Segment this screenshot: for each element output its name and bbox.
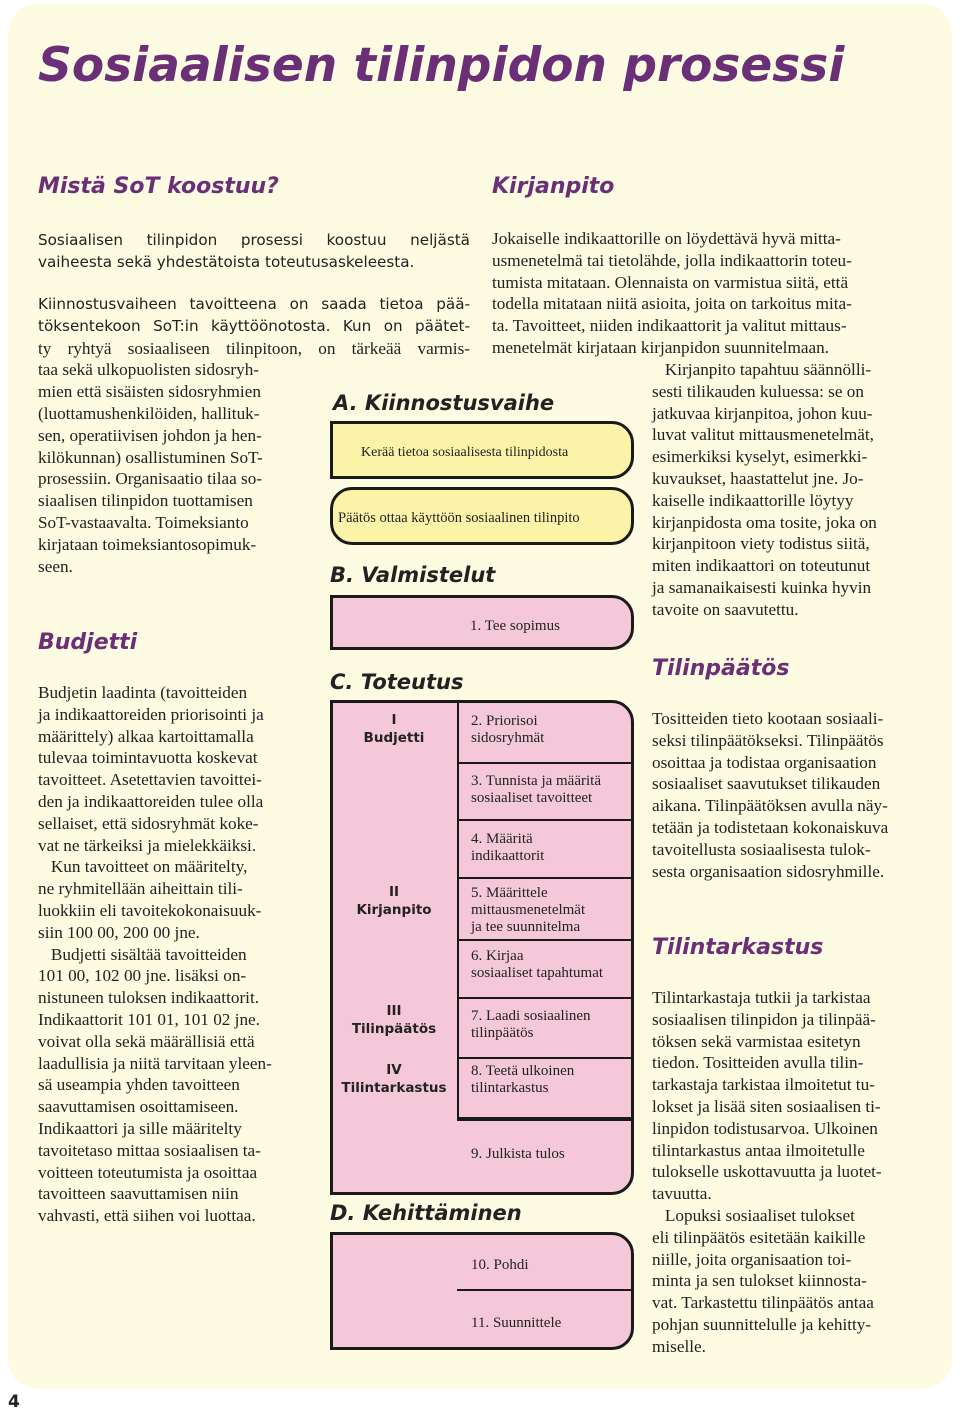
- step-text: Päätös ottaa käyttöön sosiaalinen tilinpito: [338, 510, 580, 526]
- text-line: ne ryhmitellään aiheittain tili-: [38, 879, 243, 899]
- text-line: vat. Tarkastettu tilinpäätös antaa: [652, 1293, 874, 1313]
- text-line: lokset ja lisää siten sosiaalisen ti-: [652, 1096, 881, 1116]
- text-line: minta ja sen tulokset kiinnosta-: [652, 1271, 867, 1291]
- step-line: tilinpäätös: [471, 1025, 534, 1041]
- b-box-contract: [330, 595, 634, 650]
- text-line: siin 100 00, 200 00 jne.: [38, 922, 200, 942]
- text-line: Sosiaalisen tilinpidon prosessi koostuu neljästä: [38, 231, 470, 249]
- heading-mista-sot-koostuu: Mistä SoT koostuu?: [38, 174, 279, 199]
- text-line: vaiheesta sekä yhdestätoista toteutusaskeleesta.: [38, 252, 415, 271]
- text-line: tavoitteen saavuttamisen niin: [38, 1184, 239, 1204]
- step-line: 6. Kirjaa: [471, 948, 524, 964]
- text-line: tavoite on saavutettu.: [652, 599, 799, 619]
- text-line: seksi tilinpäätökseksi. Tilinpäätös: [652, 730, 884, 750]
- text-line: sellaiset, että sidosryhmät koke-: [38, 813, 259, 833]
- a-box-collect-info: [330, 421, 634, 479]
- kirjanpito-paragraph: [492, 228, 924, 359]
- step-5: [471, 885, 585, 936]
- text-line: seen.: [38, 556, 73, 576]
- budjetti-paragraph: [38, 682, 308, 1227]
- text-line: linpidon todistusarvoa. Ulkoinen: [652, 1118, 878, 1138]
- roman-numeral: III: [386, 1003, 402, 1019]
- step-2: [471, 713, 544, 747]
- text-line: sä useampia yhden tavoitteen: [38, 1075, 240, 1095]
- step-line: 3. Tunnista ja määritä: [471, 773, 601, 789]
- step-line: sosiaaliset tapahtumat: [471, 965, 604, 981]
- text-line: Tilintarkastaja tutkii ja tarkistaa: [652, 988, 871, 1007]
- step-line: 4. Määritä: [471, 831, 533, 847]
- text-line: Indikaattorit 101 01, 101 02 jne.: [38, 1009, 260, 1029]
- text-line: Indikaattori ja sille määritelty: [38, 1118, 242, 1138]
- step-7: [471, 1008, 591, 1042]
- text-line: sesti tilikauden kuluessa: se on: [652, 381, 864, 401]
- text-line: miten indikaattori on toteutunut: [652, 556, 871, 576]
- step-11: 11. Suunnittele: [471, 1315, 562, 1331]
- text-line: todella mitataan niitä asioita, joita on tarkoitus mita-: [492, 294, 852, 314]
- text-line: osoittaa ja todistaa organisaation: [652, 752, 877, 772]
- c-label-kirjanpito: [333, 883, 455, 919]
- text-line: tarkastaja tarkistaa ilmoitetut tu-: [652, 1075, 875, 1095]
- heading-tilinpaatos: Tilinpäätös: [652, 656, 790, 681]
- heading-tilintarkastus: Tilintarkastus: [652, 935, 824, 960]
- phase-b-heading: B. Valmistelut: [330, 563, 496, 587]
- text-line: tavoitellusta sosiaalisesta tulok-: [652, 839, 871, 859]
- text-line: tulokselle uskottavuutta ja luotet-: [652, 1162, 882, 1182]
- step-line: mittausmenetelmät: [471, 902, 586, 918]
- kirjanpito-paragraph-2: [652, 359, 924, 621]
- text-line: tavuutta.: [652, 1184, 712, 1204]
- text-line: voivat olla sekä määrällisiä että: [38, 1031, 255, 1051]
- c-label-tilintarkastus: [333, 1061, 455, 1097]
- text-line: ja samanaikaisesti kuinka hyvin: [652, 577, 872, 597]
- text-line: Kun tavoitteet on määritelty,: [38, 857, 248, 877]
- text-line: Lopuksi sosiaaliset tulokset: [652, 1205, 855, 1225]
- text-line: den ja indikaattoreiden tulee olla: [38, 791, 264, 811]
- text-line: tavoitteet. Asetettavien tavoittei-: [38, 770, 262, 790]
- phase-name: Tilintarkastus: [341, 1080, 447, 1096]
- text-line: kirjataan toimeksiantosopimuk-: [38, 534, 257, 554]
- phase-name: Budjetti: [363, 730, 425, 746]
- text-line: voitteen toteutumista ja osoittaa: [38, 1162, 258, 1182]
- text-line: vat ne tärkeiksi ja mielekkäiksi.: [38, 835, 257, 855]
- phase-name: Tilinpäätös: [351, 1021, 437, 1037]
- text-line: tetään ja todistetaan kokonaiskuva: [652, 817, 889, 837]
- text-line: ty ryhtyä sosiaaliseen tilinpitoon, on tärkeää varmis-: [38, 338, 470, 358]
- d-box-development: [330, 1232, 634, 1350]
- text-line: prosessiin. Organisaatio tilaa so-: [38, 469, 263, 489]
- text-line: ta. Tavoitteet, niiden indikaattorit ja valitut mittaus-: [492, 316, 847, 336]
- a-box-decision: [330, 487, 634, 545]
- text-line: mien että sisäisten sidosryhmien: [38, 382, 261, 402]
- text-line: Tositteiden tieto kootaan sosiaali-: [652, 709, 884, 728]
- text-line: määrittely) alkaa kartoittamalla: [38, 726, 254, 746]
- text-line: kirjanpidosta oma tosite, joka on: [652, 512, 877, 532]
- text-line: menetelmät kirjataan kirjanpidon suunnitelmaan.: [492, 337, 829, 357]
- phase-c-heading: C. Toteutus: [330, 670, 464, 694]
- c-label-tilinpaatos: [333, 1002, 455, 1038]
- page-number: 4: [8, 1392, 20, 1412]
- text-line: esimerkiksi kyselyt, esimerkki-: [652, 447, 868, 467]
- text-line: kirjanpitoon viety todistus siitä,: [652, 534, 870, 554]
- text-line: tumista mitataan. Olennaista on varmistua siitä, että: [492, 272, 849, 292]
- text-line: kilökunnan) osallistuminen SoT-: [38, 447, 263, 467]
- step-text: Kerää tietoa sosiaalisesta tilinpidosta: [361, 445, 569, 460]
- text-line: tilintarkastus antaa ilmoitetulle: [652, 1140, 865, 1160]
- text-line: Jokaiselle indikaattorille on löydettävä hyvä mitta-: [492, 229, 841, 248]
- text-line: tavoitetaso mittaa sosiaalisen ta-: [38, 1140, 261, 1160]
- intro-paragraph: [38, 230, 470, 273]
- step-text: 1. Tee sopimus: [470, 618, 560, 634]
- text-line: sesta organisaation sidosryhmille.: [652, 861, 885, 881]
- text-line: (luottamushenkilöiden, hallituk-: [38, 403, 260, 423]
- text-line: ja indikaattoreiden priorisointi ja: [38, 704, 264, 724]
- text-line: Kiinnostusvaiheen tavoitteena on saada tietoa pää-: [38, 295, 470, 313]
- tilintarkastus-paragraph: [652, 987, 924, 1358]
- c-label-budjetti: [333, 711, 455, 747]
- text-line: Budjetin laadinta (tavoitteiden: [38, 683, 248, 702]
- step-line: 8. Teetä ulkoinen: [471, 1063, 575, 1079]
- step-line: tilintarkastus: [471, 1080, 549, 1096]
- c-box-implementation: [330, 700, 634, 1195]
- text-line: Budjetti sisältää tavoitteiden: [38, 944, 247, 964]
- phase-name: Kirjanpito: [356, 902, 432, 918]
- phase-d-heading: D. Kehittäminen: [330, 1201, 522, 1225]
- text-line: pohjan suunnittelulle ja kehitty-: [652, 1314, 872, 1334]
- roman-numeral: I: [391, 712, 397, 728]
- text-line: laadullisia ja niitä tarvitaan yleen-: [38, 1053, 272, 1073]
- text-line: eli tilinpäätös esitetään kaikille: [652, 1227, 866, 1247]
- roman-numeral: IV: [386, 1062, 402, 1078]
- text-line: saavuttamisen osoittamiseen.: [38, 1097, 239, 1117]
- step-line: indikaattorit: [471, 848, 545, 864]
- step-line: ja tee suunnitelma: [471, 919, 581, 935]
- tilinpaatos-paragraph: [652, 708, 924, 882]
- step-4: [471, 831, 544, 865]
- step-8: [471, 1063, 574, 1097]
- text-line: tulevaa toimintavuotta koskevat: [38, 748, 258, 768]
- text-line: sosiaalisen tilinpidon ja tilinpää-: [652, 1009, 876, 1029]
- text-line: 101 00, 102 00 jne. lisäksi on-: [38, 966, 247, 986]
- text-line: sosiaaliset saavutukset tilikauden: [652, 774, 881, 794]
- d-step-row: [457, 1289, 631, 1291]
- step-line: 5. Määrittele: [471, 885, 548, 901]
- step-9: [471, 1146, 565, 1163]
- step-line: 9. Julkista tulos: [471, 1146, 565, 1162]
- text-line: SoT-vastaavalta. Toimeksianto: [38, 512, 249, 532]
- step-6: [471, 948, 603, 982]
- text-line: luokkiin eli tavoitekokonaisuuk-: [38, 900, 262, 920]
- text-line: jatkuvaa kirjanpitoa, johon kuu-: [652, 403, 873, 423]
- step-line: sidosryhmät: [471, 730, 545, 746]
- heading-kirjanpito: Kirjanpito: [492, 174, 615, 199]
- text-line: miselle.: [652, 1336, 706, 1356]
- c-step-row: [457, 1119, 631, 1121]
- step-line: sosiaaliset tavoitteet: [471, 790, 593, 806]
- text-line: kaiselle indikaattorille löytyy: [652, 490, 854, 510]
- text-line: sen, operatiivisen johdon ja hen-: [38, 425, 262, 445]
- text-line: töksen sekä varmistaa esitetyn: [652, 1031, 861, 1051]
- c-step-column-divider: [457, 703, 459, 1119]
- step-10: 10. Pohdi: [471, 1257, 529, 1273]
- text-line: usmenetelmä tai tietolähde, jolla indikaattorin toteu-: [492, 250, 852, 270]
- heading-budjetti: Budjetti: [38, 630, 138, 655]
- step-3: [471, 773, 601, 807]
- text-line: siaalisen tilinpidon tuottamisen: [38, 491, 253, 511]
- text-line: töksentekoon SoT:in käyttöönotosta. Kun on päätet-: [38, 316, 470, 335]
- text-line: niille, joita organisaation toi-: [652, 1249, 852, 1269]
- roman-numeral: II: [388, 884, 400, 900]
- text-line: nistuneen tuloksen indikaattorit.: [38, 988, 260, 1008]
- text-line: Kirjanpito tapahtuu säännölli-: [652, 360, 872, 379]
- text-line: luvat valitut mittausmenetelmät,: [652, 425, 874, 445]
- phase-a-heading: A. Kiinnostusvaihe: [333, 391, 555, 415]
- step-line: 2. Priorisoi: [471, 713, 538, 729]
- page-title: Sosiaalisen tilinpidon prosessi: [38, 38, 845, 93]
- text-line: taa sekä ulkopuolisten sidosryh-: [38, 360, 260, 380]
- text-line: aikana. Tilinpäätöksen avulla näy-: [652, 796, 888, 816]
- text-line: kuvaukset, haastattelut jne. Jo-: [652, 468, 864, 488]
- step-line: 7. Laadi sosiaalinen: [471, 1008, 591, 1024]
- text-line: vahvasti, että siihen voi luottaa.: [38, 1206, 256, 1226]
- text-line: tiedon. Tositteiden avulla tilin-: [652, 1053, 864, 1073]
